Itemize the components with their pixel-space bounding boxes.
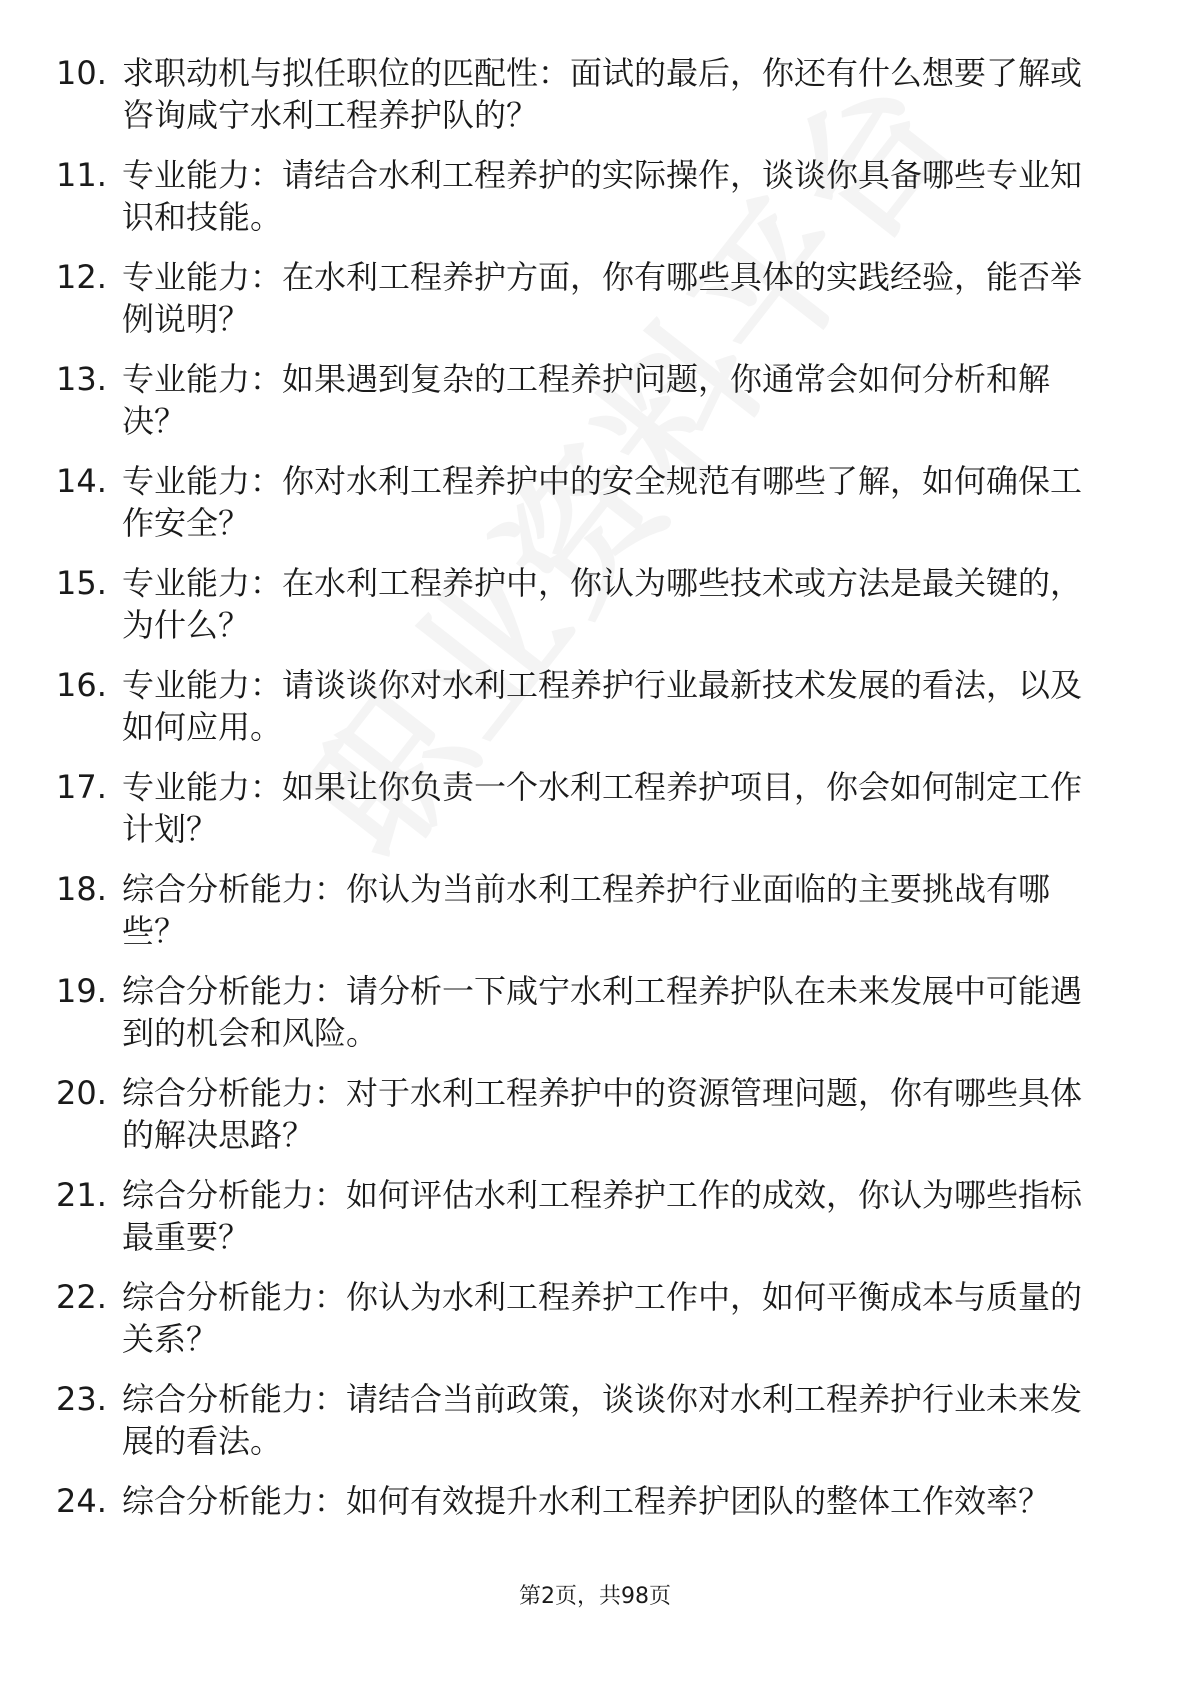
question-number: 23. (56, 1380, 107, 1418)
question-text: 专业能力：如果遇到复杂的工程养护问题，你通常会如何分析和解决？ (122, 360, 1051, 440)
list-item (56, 766, 1096, 850)
list-item (56, 1480, 1096, 1522)
question-text: 专业能力：在水利工程养护中，你认为哪些技术或方法是最关键的，为什么？ (122, 564, 1083, 644)
question-number: 17. (56, 768, 107, 806)
list-item (56, 970, 1096, 1054)
question-number: 22. (56, 1278, 107, 1316)
question-number: 11. (56, 156, 107, 194)
list-item (56, 868, 1096, 952)
question-number: 24. (56, 1482, 107, 1520)
question-text: 综合分析能力：你认为水利工程养护工作中，如何平衡成本与质量的关系？ (122, 1278, 1083, 1358)
question-text: 综合分析能力：对于水利工程养护中的资源管理问题，你有哪些具体的解决思路？ (122, 1074, 1083, 1154)
question-text: 综合分析能力：请分析一下咸宁水利工程养护队在未来发展中可能遇到的机会和风险。 (122, 972, 1083, 1052)
question-text: 综合分析能力：如何有效提升水利工程养护团队的整体工作效率？ (122, 1482, 1051, 1520)
list-item (56, 358, 1096, 442)
question-number: 20. (56, 1074, 107, 1112)
question-number: 15. (56, 564, 107, 602)
question-number: 19. (56, 972, 107, 1010)
question-text: 专业能力：请谈谈你对水利工程养护行业最新技术发展的看法，以及如何应用。 (122, 666, 1083, 746)
question-text: 综合分析能力：如何评估水利工程养护工作的成效，你认为哪些指标最重要？ (122, 1176, 1083, 1256)
list-item (56, 460, 1096, 544)
list-item (56, 1174, 1096, 1258)
list-item (56, 1276, 1096, 1360)
question-text: 专业能力：如果让你负责一个水利工程养护项目，你会如何制定工作计划？ (122, 768, 1083, 848)
list-item (56, 1072, 1096, 1156)
question-text: 求职动机与拟任职位的匹配性：面试的最后，你还有什么想要了解或咨询咸宁水利工程养护队的？ (122, 54, 1083, 134)
question-text: 专业能力：在水利工程养护方面，你有哪些具体的实践经验，能否举例说明？ (122, 258, 1083, 338)
question-text: 专业能力：你对水利工程养护中的安全规范有哪些了解，如何确保工作安全？ (122, 462, 1083, 542)
question-number: 14. (56, 462, 107, 500)
list-item (56, 256, 1096, 340)
list-item (56, 154, 1096, 238)
question-number: 10. (56, 54, 107, 92)
question-number: 18. (56, 870, 107, 908)
page-number: 第2页，共98页 (519, 1584, 671, 1609)
question-text: 专业能力：请结合水利工程养护的实际操作，谈谈你具备哪些专业知识和技能。 (122, 156, 1083, 236)
question-list (56, 52, 1096, 1540)
question-text: 综合分析能力：请结合当前政策，谈谈你对水利工程养护行业未来发展的看法。 (122, 1380, 1083, 1460)
question-number: 13. (56, 360, 107, 398)
list-item (56, 1378, 1096, 1462)
question-number: 16. (56, 666, 107, 704)
question-number: 21. (56, 1176, 107, 1214)
list-item (56, 52, 1096, 136)
question-text: 综合分析能力：你认为当前水利工程养护行业面临的主要挑战有哪些？ (122, 870, 1051, 950)
question-number: 12. (56, 258, 107, 296)
list-item (56, 664, 1096, 748)
list-item (56, 562, 1096, 646)
